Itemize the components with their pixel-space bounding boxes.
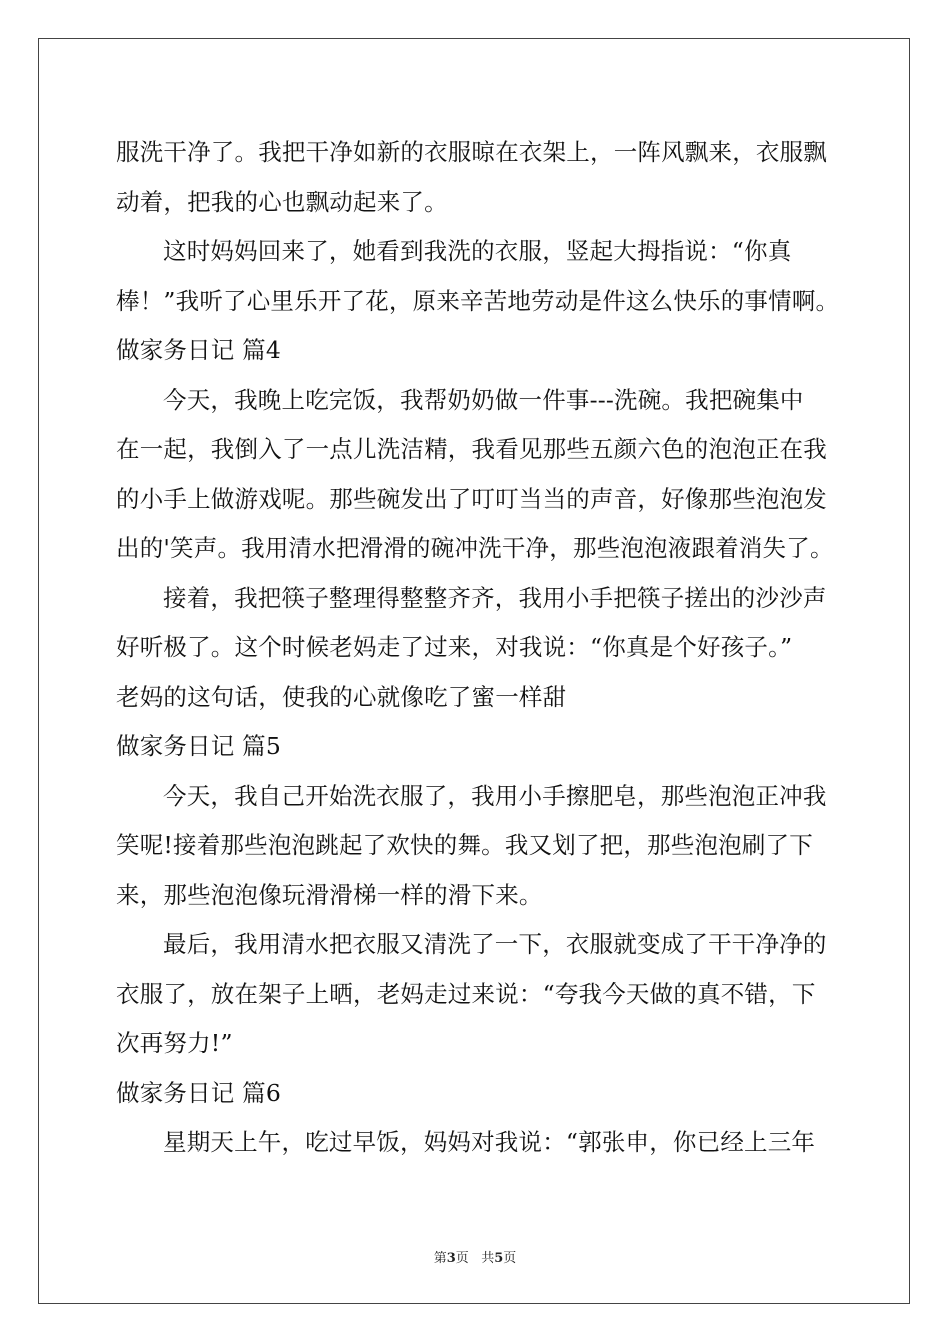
text-line: 今天，我晚上吃完饭，我帮奶奶做一件事---洗碗。我把碗集中 (163, 385, 804, 414)
section-heading: 做家务日记 篇4 (116, 336, 282, 364)
text-line: 笑呢!接着那些泡泡跳起了欢快的舞。我又划了把，那些泡泡刷了下 (116, 831, 813, 859)
text-line: 出的'笑声。我用清水把滑滑的碗冲洗干净，那些泡泡液跟着消失了。 (116, 534, 834, 562)
text-line: 动着，把我的心也飘动起来了。 (116, 187, 448, 216)
total-page-number: 5 (494, 1251, 504, 1266)
text-line: 老妈的这句话，使我的心就像吃了蜜一样甜 (116, 682, 567, 711)
section-heading: 做家务日记 篇5 (116, 732, 282, 760)
current-page-number: 3 (446, 1251, 456, 1266)
text-line: 在一起，我倒入了一点儿洗洁精，我看见那些五颜六色的泡泡正在我 (116, 435, 827, 463)
footer-prefix: 第 (433, 1251, 447, 1266)
text-line: 次再努力!” (116, 1029, 233, 1057)
footer-page-unit: 页 (455, 1251, 469, 1266)
text-line: 最后，我用清水把衣服又清洗了一下，衣服就变成了干干净净的 (163, 930, 827, 958)
document-body (116, 128, 844, 1168)
text-line: 接着，我把筷子整理得整整齐齐，我用小手把筷子搓出的沙沙声 (163, 583, 827, 612)
text-line: 服洗干净了。我把干净如新的衣服晾在衣架上，一阵风飘来，衣服飘 (116, 138, 827, 166)
footer-total-unit: 页 (503, 1251, 517, 1266)
text-line: 棒！”我听了心里乐开了花，原来辛苦地劳动是件这么快乐的事情啊。 (116, 286, 840, 315)
text-line: 的小手上做游戏呢。那些碗发出了叮叮当当的声音，好像那些泡泡发 (116, 484, 827, 513)
text-line: 好听极了。这个时候老妈走了过来，对我说：“你真是个好孩子。” (116, 633, 793, 661)
footer-total-prefix: 共 (481, 1251, 495, 1266)
text-line: 这时妈妈回来了，她看到我洗的衣服，竖起大拇指说：“你真 (163, 237, 792, 265)
text-line: 星期天上午，吃过早饭，妈妈对我说：“郭张申，你已经上三年 (163, 1128, 816, 1156)
text-line: 今天，我自己开始洗衣服了，我用小手擦肥皂，那些泡泡正冲我 (163, 781, 827, 810)
text-line: 来，那些泡泡像玩滑滑梯一样的滑下来。 (116, 880, 543, 909)
page-footer (0, 1247, 950, 1266)
section-heading: 做家务日记 篇6 (116, 1078, 282, 1107)
text-line: 衣服了，放在架子上晒，老妈走过来说：“夸我今天做的真不错，下 (116, 979, 816, 1008)
